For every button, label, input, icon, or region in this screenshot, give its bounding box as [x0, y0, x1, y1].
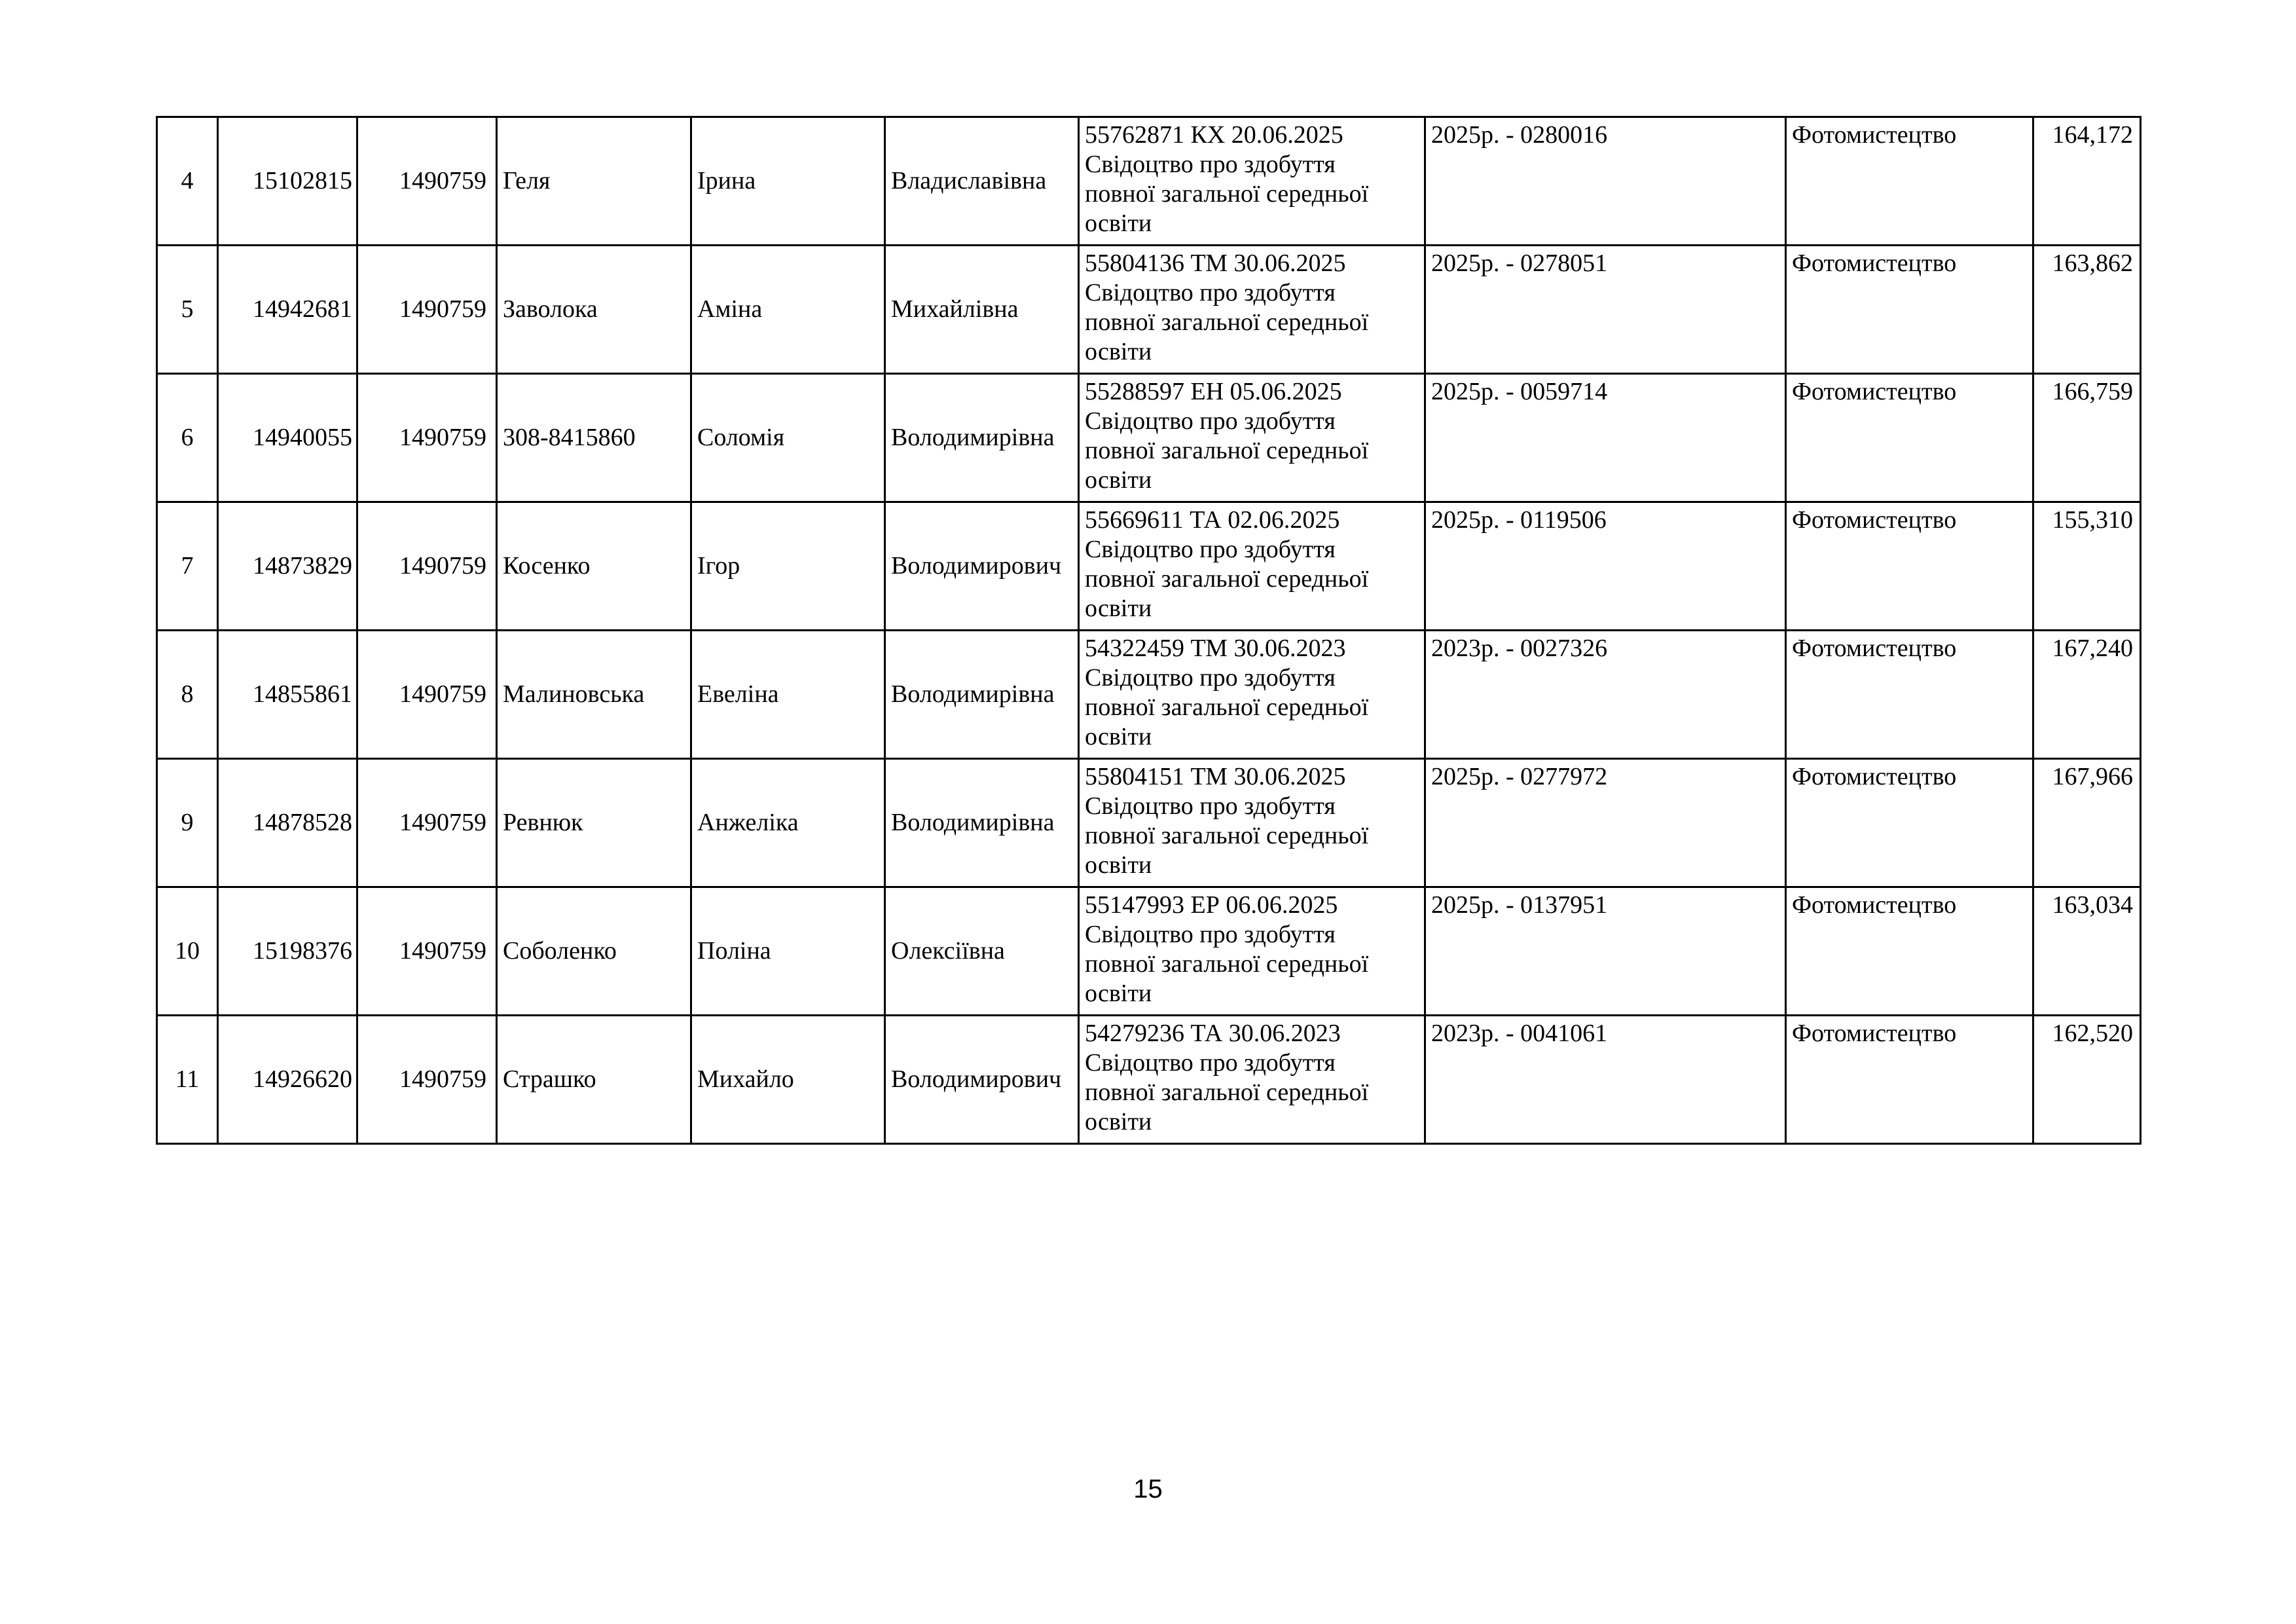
document-number: 55669611 ТА 02.06.2025	[1085, 506, 1340, 534]
application-id: 15198376	[218, 887, 357, 1016]
first-name: Михайло	[691, 1016, 885, 1144]
education-document	[1079, 1016, 1425, 1144]
specialty: Фотомистецтво	[1786, 887, 2033, 1016]
document-type-line: Свідоцтво про здобуття	[1085, 279, 1336, 306]
application-id: 14940055	[218, 374, 357, 502]
document-number: 55762871 КХ 20.06.2025	[1085, 121, 1343, 149]
specialty: Фотомистецтво	[1786, 374, 2033, 502]
last-name: Соболенко	[497, 887, 691, 1016]
document-type-line: Свідоцтво про здобуття	[1085, 407, 1336, 435]
certificate-number: 2023р. - 0027326	[1425, 631, 1786, 759]
certificate-number: 2025р. - 0059714	[1425, 374, 1786, 502]
patronymic: Володимирівна	[885, 631, 1079, 759]
competitive-score: 166,759	[2033, 374, 2141, 502]
program-code: 1490759	[357, 246, 497, 374]
document-number: 54322459 ТМ 30.06.2023	[1085, 635, 1346, 662]
row-number: 6	[157, 374, 218, 502]
last-name: Ревнюк	[497, 759, 691, 887]
patronymic: Володимирович	[885, 1016, 1079, 1144]
table-row	[157, 631, 2141, 759]
document-type-line: Свідоцтво про здобуття	[1085, 792, 1336, 820]
document-type-line: освіти	[1085, 851, 1152, 879]
certificate-number: 2025р. - 0119506	[1425, 502, 1786, 631]
patronymic: Володимирівна	[885, 374, 1079, 502]
applicants-table	[156, 116, 2141, 1145]
program-code: 1490759	[357, 1016, 497, 1144]
certificate-number: 2023р. - 0041061	[1425, 1016, 1786, 1144]
specialty: Фотомистецтво	[1786, 631, 2033, 759]
row-number: 9	[157, 759, 218, 887]
education-document	[1079, 759, 1425, 887]
document-type-line: освіти	[1085, 1108, 1152, 1135]
document-number: 55804136 ТМ 30.06.2025	[1085, 249, 1346, 277]
education-document	[1079, 631, 1425, 759]
program-code: 1490759	[357, 117, 497, 246]
row-number: 8	[157, 631, 218, 759]
document-number: 55147993 ЕР 06.06.2025	[1085, 891, 1338, 919]
program-code: 1490759	[357, 374, 497, 502]
document-type-line: Свідоцтво про здобуття	[1085, 151, 1336, 178]
specialty: Фотомистецтво	[1786, 246, 2033, 374]
document-type-line: освіти	[1085, 338, 1152, 365]
document-type-line: Свідоцтво про здобуття	[1085, 921, 1336, 948]
education-document	[1079, 887, 1425, 1016]
program-code: 1490759	[357, 502, 497, 631]
row-number: 11	[157, 1016, 218, 1144]
first-name: Соломія	[691, 374, 885, 502]
competitive-score: 167,966	[2033, 759, 2141, 887]
document-type-line: повної загальної середньої	[1085, 693, 1369, 721]
program-code: 1490759	[357, 759, 497, 887]
document-type-line: освіти	[1085, 210, 1152, 237]
application-id: 14942681	[218, 246, 357, 374]
document-type-line: Свідоцтво про здобуття	[1085, 536, 1336, 563]
table-row	[157, 117, 2141, 246]
application-id: 15102815	[218, 117, 357, 246]
last-name: Косенко	[497, 502, 691, 631]
last-name: Страшко	[497, 1016, 691, 1144]
certificate-number: 2025р. - 0280016	[1425, 117, 1786, 246]
first-name: Поліна	[691, 887, 885, 1016]
competitive-score: 163,862	[2033, 246, 2141, 374]
page-number: 15	[1133, 1475, 1163, 1504]
first-name: Ігор	[691, 502, 885, 631]
table-row	[157, 887, 2141, 1016]
document-type-line: освіти	[1085, 723, 1152, 750]
specialty: Фотомистецтво	[1786, 1016, 2033, 1144]
application-id: 14926620	[218, 1016, 357, 1144]
document-type-line: Свідоцтво про здобуття	[1085, 1049, 1336, 1077]
application-id: 14855861	[218, 631, 357, 759]
row-number: 10	[157, 887, 218, 1016]
last-name: Малиновська	[497, 631, 691, 759]
specialty: Фотомистецтво	[1786, 117, 2033, 246]
patronymic: Михайлівна	[885, 246, 1079, 374]
document-type-line: освіти	[1085, 980, 1152, 1007]
patronymic: Олексіївна	[885, 887, 1079, 1016]
table-row	[157, 502, 2141, 631]
document-type-line: повної загальної середньої	[1085, 437, 1369, 464]
competitive-score: 167,240	[2033, 631, 2141, 759]
competitive-score: 164,172	[2033, 117, 2141, 246]
patronymic: Владиславівна	[885, 117, 1079, 246]
document-number: 55804151 ТМ 30.06.2025	[1085, 763, 1346, 790]
application-id: 14873829	[218, 502, 357, 631]
document-type-line: повної загальної середньої	[1085, 308, 1369, 336]
document-type-line: освіти	[1085, 466, 1152, 494]
last-name: Заволока	[497, 246, 691, 374]
row-number: 4	[157, 117, 218, 246]
education-document	[1079, 246, 1425, 374]
patronymic: Володимирівна	[885, 759, 1079, 887]
certificate-number: 2025р. - 0278051	[1425, 246, 1786, 374]
education-document	[1079, 374, 1425, 502]
competitive-score: 155,310	[2033, 502, 2141, 631]
competitive-score: 162,520	[2033, 1016, 2141, 1144]
document-number: 54279236 ТА 30.06.2023	[1085, 1020, 1341, 1047]
document-type-line: повної загальної середньої	[1085, 565, 1369, 593]
table-row	[157, 1016, 2141, 1144]
certificate-number: 2025р. - 0277972	[1425, 759, 1786, 887]
competitive-score: 163,034	[2033, 887, 2141, 1016]
document-type-line: повної загальної середньої	[1085, 1079, 1369, 1106]
last-name: Геля	[497, 117, 691, 246]
document-type-line: Свідоцтво про здобуття	[1085, 664, 1336, 692]
document-type-line: повної загальної середньої	[1085, 180, 1369, 208]
education-document	[1079, 117, 1425, 246]
certificate-number: 2025р. - 0137951	[1425, 887, 1786, 1016]
patronymic: Володимирович	[885, 502, 1079, 631]
document-type-line: освіти	[1085, 595, 1152, 622]
specialty: Фотомистецтво	[1786, 502, 2033, 631]
document-type-line: повної загальної середньої	[1085, 950, 1369, 978]
row-number: 5	[157, 246, 218, 374]
table-row	[157, 759, 2141, 887]
document-number: 55288597 ЕН 05.06.2025	[1085, 378, 1342, 405]
first-name: Ірина	[691, 117, 885, 246]
table-row	[157, 374, 2141, 502]
first-name: Аміна	[691, 246, 885, 374]
program-code: 1490759	[357, 631, 497, 759]
application-id: 14878528	[218, 759, 357, 887]
table-row	[157, 246, 2141, 374]
row-number: 7	[157, 502, 218, 631]
last-name: 308-8415860	[497, 374, 691, 502]
program-code: 1490759	[357, 887, 497, 1016]
document-type-line: повної загальної середньої	[1085, 822, 1369, 849]
first-name: Евеліна	[691, 631, 885, 759]
specialty: Фотомистецтво	[1786, 759, 2033, 887]
education-document	[1079, 502, 1425, 631]
first-name: Анжеліка	[691, 759, 885, 887]
